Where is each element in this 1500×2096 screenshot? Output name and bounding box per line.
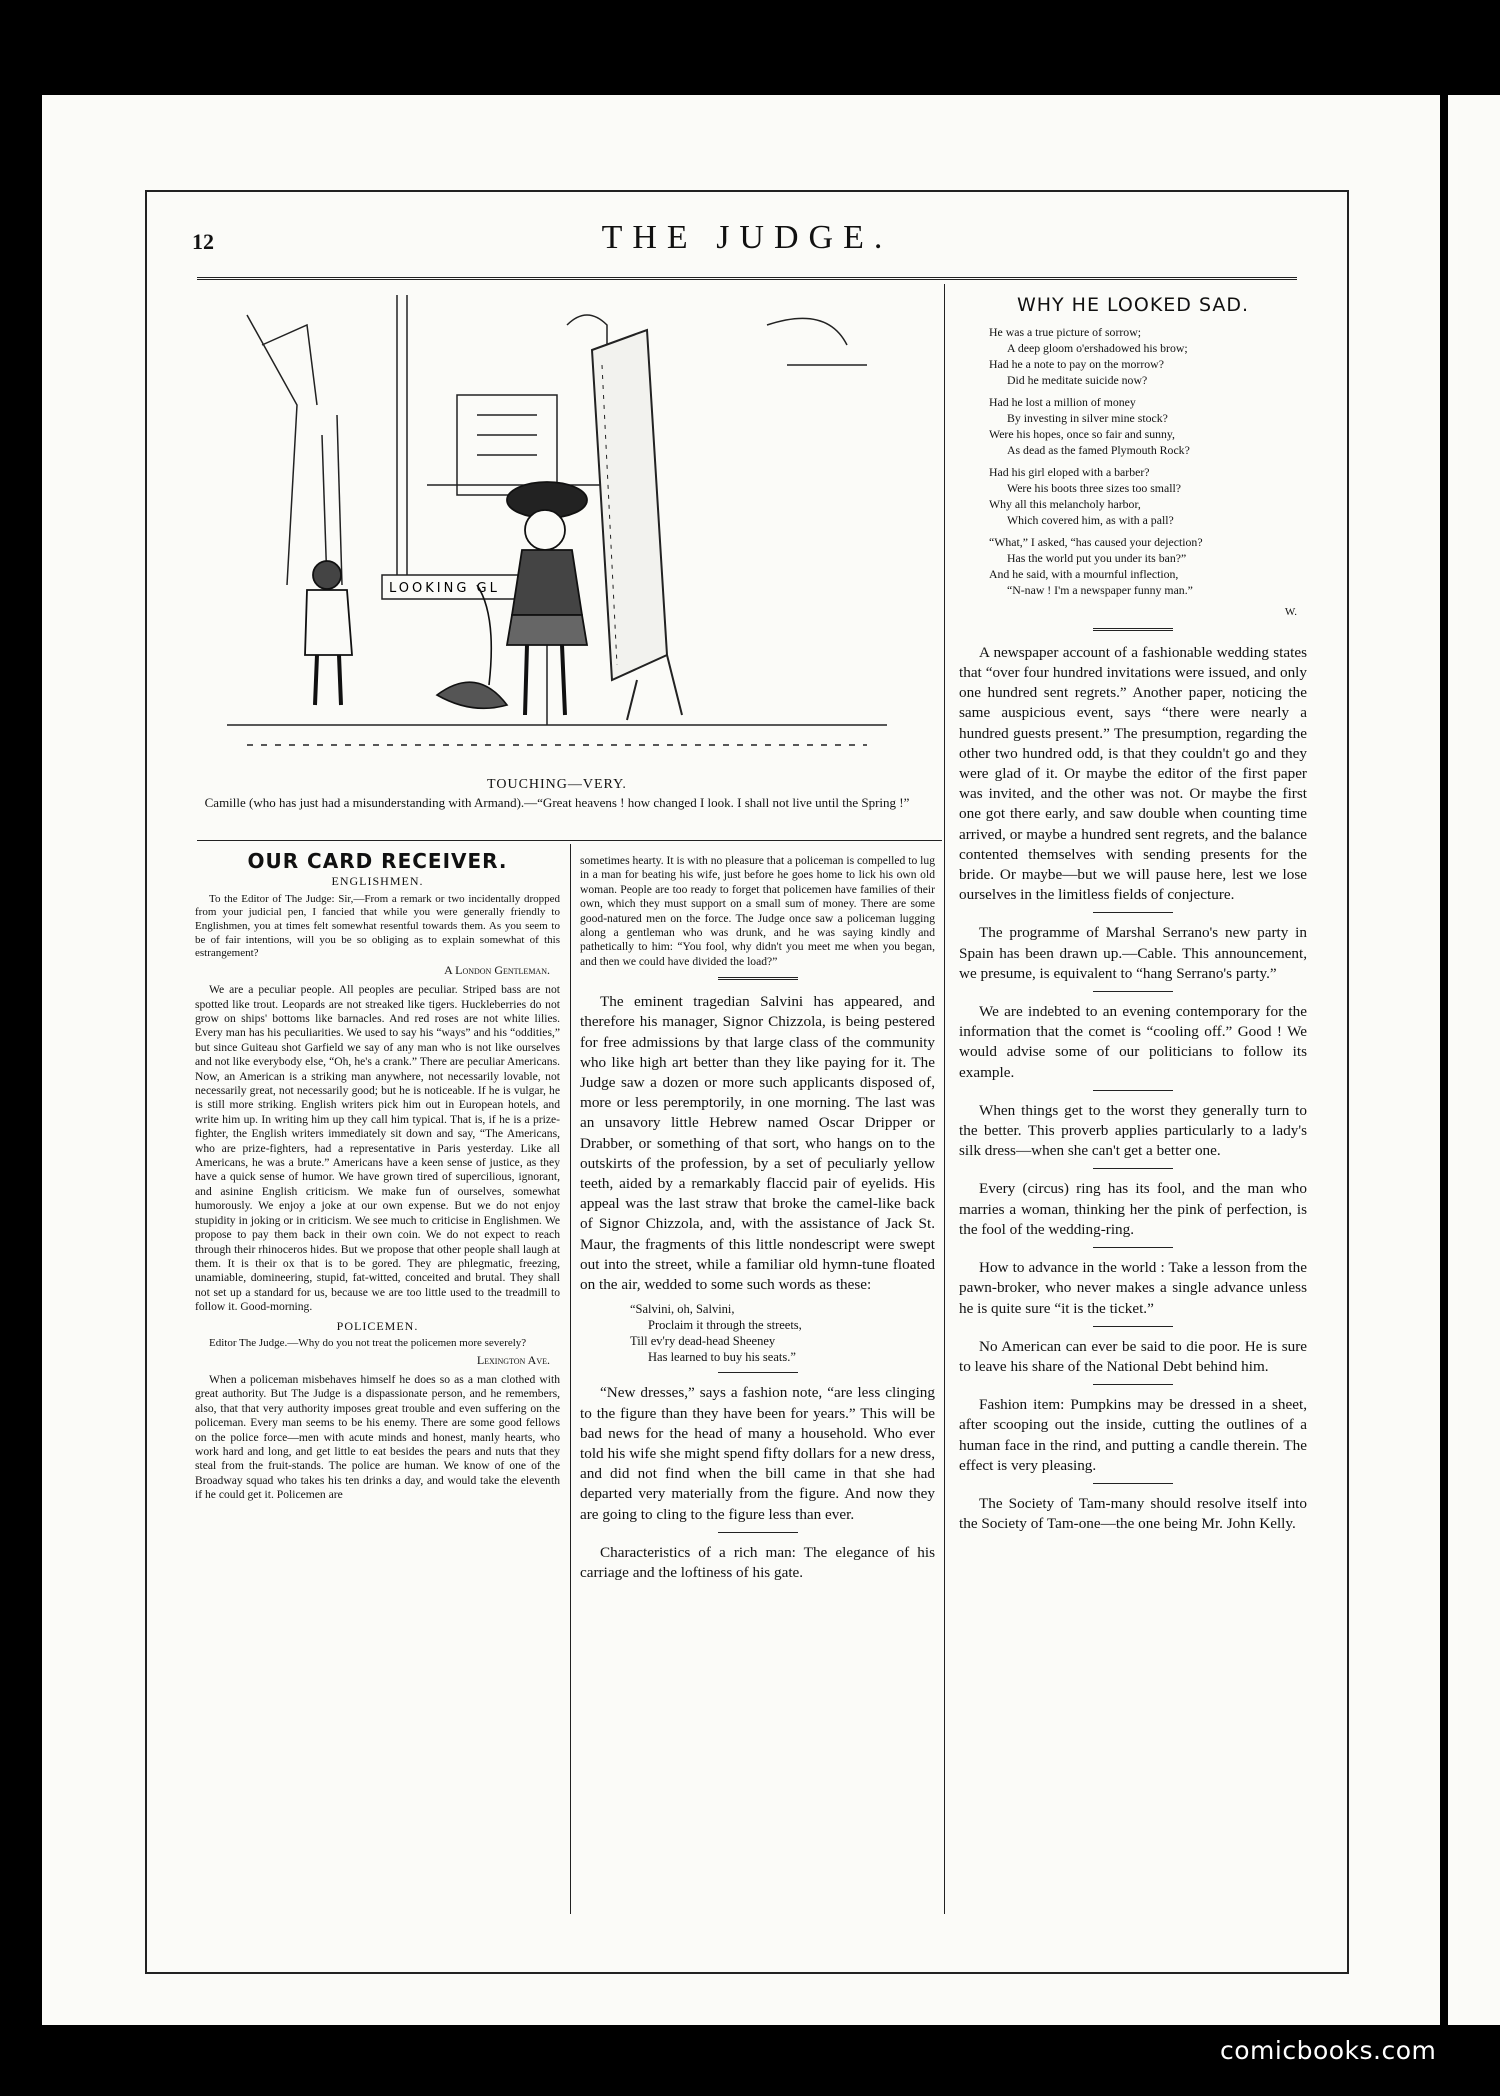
poem-title: WHY HE LOOKED SAD. bbox=[1016, 294, 1250, 316]
policemen-heading: POLICEMEN. bbox=[336, 1318, 419, 1333]
poem-line: Had he a note to pay on the morrow? bbox=[989, 357, 1164, 372]
page-number: 12 bbox=[192, 229, 214, 254]
englishmen-signature: A London Gentleman. bbox=[444, 962, 550, 977]
serrano-paragraph: The programme of Marshal Serrano's new party in Spain has been drawn up.—Cable. This announcement, we presume, is equivalent to “hang Serrano's party.” bbox=[959, 924, 1307, 982]
poem-stanza bbox=[959, 534, 1307, 598]
poem-line: “What,” I asked, “has caused your dejection? bbox=[989, 535, 1203, 550]
cartoon-bottom-rule bbox=[197, 840, 942, 841]
section-divider bbox=[1093, 1326, 1173, 1327]
comet-paragraph: We are indebted to an evening contemporary for the information that the comet is “cooling off.” Good ! We would advise some of our politicians to follow its example. bbox=[959, 1003, 1307, 1081]
section-divider bbox=[718, 1372, 798, 1373]
characteristics-paragraph: Characteristics of a rich man: The elegance of his carriage and the loftiness of his gate. bbox=[580, 1543, 935, 1581]
salvini-verse-line: Has learned to buy his seats.” bbox=[648, 1350, 796, 1365]
salvini-verse bbox=[580, 1301, 935, 1365]
poem-line: As dead as the famed Plymouth Rock? bbox=[1007, 443, 1190, 458]
column-rule-left bbox=[570, 844, 571, 1914]
policemen-reply-part1: When a policeman misbehaves himself he does so as a man clothed with great authority. But The Judge is a dispassionate person, and he remembers, also, that that very authority imposes great trouble and even suffering on the policeman. Every man seems to be his enemy. There are some good fellows on the police force—men with acute minds and honest, manly hearts, who work hard and long, and get little to eat besides the pears and nuts that they steal from the fruit-stands. The police are human. We know of one of the Broadway squad who takes his ten drinks a day, and would take the eleventh if he could get it. Policemen are bbox=[195, 1372, 560, 1502]
facing-page-edge bbox=[1448, 95, 1500, 2025]
poem-signature: W. bbox=[1284, 606, 1297, 619]
policemen-reply-part2: sometimes hearty. It is with no pleasure that a policeman is compelled to lug in a man for beating his wife, just before he goes home to lick his own old woman. People are too ready to forget that policemen have families of their own, which they must support on a small sum of money. There are some good-natured men on the force. The Judge once saw a policeman lugging along a gentleman who was drunk, and he was saying kindly and pathetically to him: “You fool, why didn't you meet me when you began, and then we could have divided the load?” bbox=[580, 854, 935, 968]
section-divider bbox=[1093, 1384, 1173, 1385]
poem-stanza bbox=[959, 324, 1307, 388]
wedding-paragraph: A newspaper account of a fashionable wedding states that “over four hundred invitations were issued, and only one hundred sent regrets.” Another paper, noticing the same auspicious event, says “there were nearly a hundred guests present.” The presumption, regarding the other two hundred odd, is that they couldn't go and they were glad of it. Or maybe the editor of the first paper was invited, and the other was not. Or maybe the first one got there early, and saw double when counting time arrived, or maybe a hundred sent regrets, and the balance contented themselves with sending presents for the bride. Or maybe—but we will pause here, lest we lose ourselves in the limitless fields of conjecture. bbox=[959, 643, 1307, 904]
card-receiver-title: OUR CARD RECEIVER. bbox=[247, 849, 508, 873]
section-divider bbox=[1093, 628, 1173, 631]
section-divider bbox=[718, 1532, 798, 1533]
poem-line: And he said, with a mournful inflection, bbox=[989, 567, 1179, 582]
englishmen-heading: ENGLISHMEN. bbox=[331, 874, 424, 889]
masthead: THE JUDGE. bbox=[601, 219, 893, 256]
looking-glass-sign: LOOKING GL bbox=[389, 581, 500, 596]
newspaper-page bbox=[145, 190, 1349, 1974]
advance-paragraph: How to advance in the world : Take a lesson from the pawn-broker, who never makes a single advance unless he is quite sure “it is the ticket.” bbox=[959, 1259, 1307, 1317]
poem-line: A deep gloom o'ershadowed his brow; bbox=[1007, 341, 1188, 356]
tammany-paragraph: The Society of Tam-many should resolve itself into the Society of Tam-one—the one being Mr. John Kelly. bbox=[959, 1494, 1307, 1533]
section-divider bbox=[1093, 1168, 1173, 1169]
poem-line: Did he meditate suicide now? bbox=[1007, 373, 1148, 388]
section-divider bbox=[1093, 1090, 1173, 1091]
poem-stanza bbox=[959, 394, 1307, 458]
englishmen-reply: We are a peculiar people. All peoples are peculiar. Striped bass are not spotted like trout. Leopards are not streaked like tigers. Huckleberries do not grow on ships' bottoms like barnacles. And red roses are not white lilies. Every man has his peculiarities. We used to say his “ways” and his “oddities,” but since Guiteau shot Garfield we say of any man who is not like ourselves and not like everybody else, “Oh, he's a crank.” There are peculiar Americans. Now, an American is a striking man anywhere, not necessarily lovable, not necessarily great, not necessarily good; but he is noticeable. If he is vulgar, he is still more striking. English writers pick him out in European hotels, and write him up. In writing him up they call him typical. That is, if he is a prize-fighter, the English writers immediately sit down and say, “The Americans, who are prize-fighters, had a representative in Paris yesterday. Like all Americans, he was a brute.” Americans have a keen sense of justice, as they have a quick sense of humor. We have grown tired of supercilious, ignorant, and asinine English criticism. We make fun of ourselves, somewhat humorously. We enjoy a joke at our own expense. But we do not enjoy stupidity in joking or in criticism. We see much to criticise in Englishmen. We propose to pay them back in their own coin. We do not expect to reach through their rhinoceros hides. But we propose that other people shall laugh at them. It is their ox that is to be gored. They are phlegmatic, freezing, unamiable, domineering, stupid, fat-witted, conceited and brutal. They shall not set up a standard for us, because we are too little used to the treadmill to follow it. Good-morning. bbox=[195, 983, 560, 1314]
poem-line: Were his boots three sizes too small? bbox=[1007, 481, 1181, 496]
poem-line: Which covered him, as with a pall? bbox=[1007, 513, 1174, 528]
salvini-verse-line: Proclaim it through the streets, bbox=[648, 1318, 802, 1333]
column-1 bbox=[195, 849, 560, 1505]
salvini-verse-line: “Salvini, oh, Salvini, bbox=[630, 1302, 735, 1317]
englishmen-letter: To the Editor of The Judge: Sir,—From a remark or two incidentally dropped from your judicial pen, I fancied that while you were generally friendly to Englishmen, you at times felt somewhat resentful towards them. As you seem to be of fair intentions, will you be so obliging as to explain somewhat of this estrangement? bbox=[195, 892, 560, 960]
policemen-signature: Lexington Ave. bbox=[476, 1352, 550, 1367]
poem-line: Had his girl eloped with a barber? bbox=[989, 465, 1150, 480]
poem-line: Why all this melancholy harbor, bbox=[989, 497, 1141, 512]
circus-ring-paragraph: Every (circus) ring has its fool, and the man who marries a woman, thinking her the pink of perfection, is the fool of the wedding-ring. bbox=[959, 1180, 1307, 1238]
section-divider bbox=[1093, 912, 1173, 913]
pumpkins-paragraph: Fashion item: Pumpkins may be dressed in a sheet, after scooping out the inside, cutting the outlines of a human face in the rind, and putting a candle therein. The effect is very pleasing. bbox=[959, 1396, 1307, 1474]
cartoon-illustration bbox=[227, 285, 887, 770]
poem-line: “N-naw ! I'm a newspaper funny man.” bbox=[1007, 583, 1193, 598]
section-divider bbox=[1093, 1247, 1173, 1248]
die-poor-paragraph: No American can ever be said to die poor. He is sure to leave his share of the National Debt behind him. bbox=[959, 1337, 1307, 1375]
column-rule-right bbox=[944, 284, 945, 1914]
salvini-verse-line: Till ev'ry dead-head Sheeney bbox=[630, 1334, 776, 1349]
poem-line: Were his hopes, once so fair and sunny, bbox=[989, 427, 1176, 442]
column-3 bbox=[959, 294, 1307, 1536]
poem-line: Had he lost a million of money bbox=[989, 395, 1136, 410]
masthead-rule bbox=[197, 277, 1297, 280]
section-divider bbox=[1093, 991, 1173, 992]
policemen-letter: Editor The Judge.—Why do you not treat the policemen more severely? bbox=[209, 1336, 527, 1349]
cartoon-caption-text: Camille (who has just had a misunderstanding with Armand).—“Great heavens ! how changed I look. I shall not live until the Spring !” bbox=[204, 795, 910, 810]
cartoon-caption-title: TOUCHING—VERY. bbox=[487, 777, 627, 792]
poem-line: By investing in silver mine stock? bbox=[1007, 411, 1168, 426]
section-divider bbox=[718, 977, 798, 980]
section-divider bbox=[1093, 1483, 1173, 1484]
poem-line: He was a true picture of sorrow; bbox=[989, 325, 1141, 340]
silk-dress-paragraph: When things get to the worst they generally turn to the better. This proverb applies particularly to a lady's silk dress—when she can't get a better one. bbox=[959, 1101, 1307, 1160]
watermark: comicbooks.com bbox=[1220, 2036, 1437, 2065]
poem-line: Has the world put you under its ban?” bbox=[1007, 551, 1187, 566]
poem-stanza bbox=[959, 464, 1307, 528]
salvini-paragraph: The eminent tragedian Salvini has appeared, and therefore his manager, Signor Chizzola, is being pestered for free admissions by that large class of the community who like high art better than they like paying for it. The Judge saw a dozen or more such applicants disposed of, more or less peremptorily, in one morning. The last was an unsavory little Hebrew named Oscar Dripper or Drabber, or something of that sort, who hangs on to the outskirts of the profession, by a set of peculiarly yellow teeth, aided by a remarkably flaccid pair of eyelids. His appeal was the last straw that broke the camel-like back of Signor Chizzola, and, with the assistance of Jack St. Maur, the fragments of this little nondescript were swept out into the street, while a familiar old hymn-tune floated on the air, wedded to some such words as these: bbox=[580, 993, 935, 1294]
new-dresses-paragraph: “New dresses,” says a fashion note, “are less clinging to the figure than they have been for years.” This will be bad news for the head of many a household. Who ever told his wife she might spend fifty dollars for a new dress, and did not find when the bill came in that she had departed very materially from the figure. And now they are going to cling to the figure less than ever. bbox=[580, 1384, 935, 1523]
column-2 bbox=[580, 854, 935, 1585]
